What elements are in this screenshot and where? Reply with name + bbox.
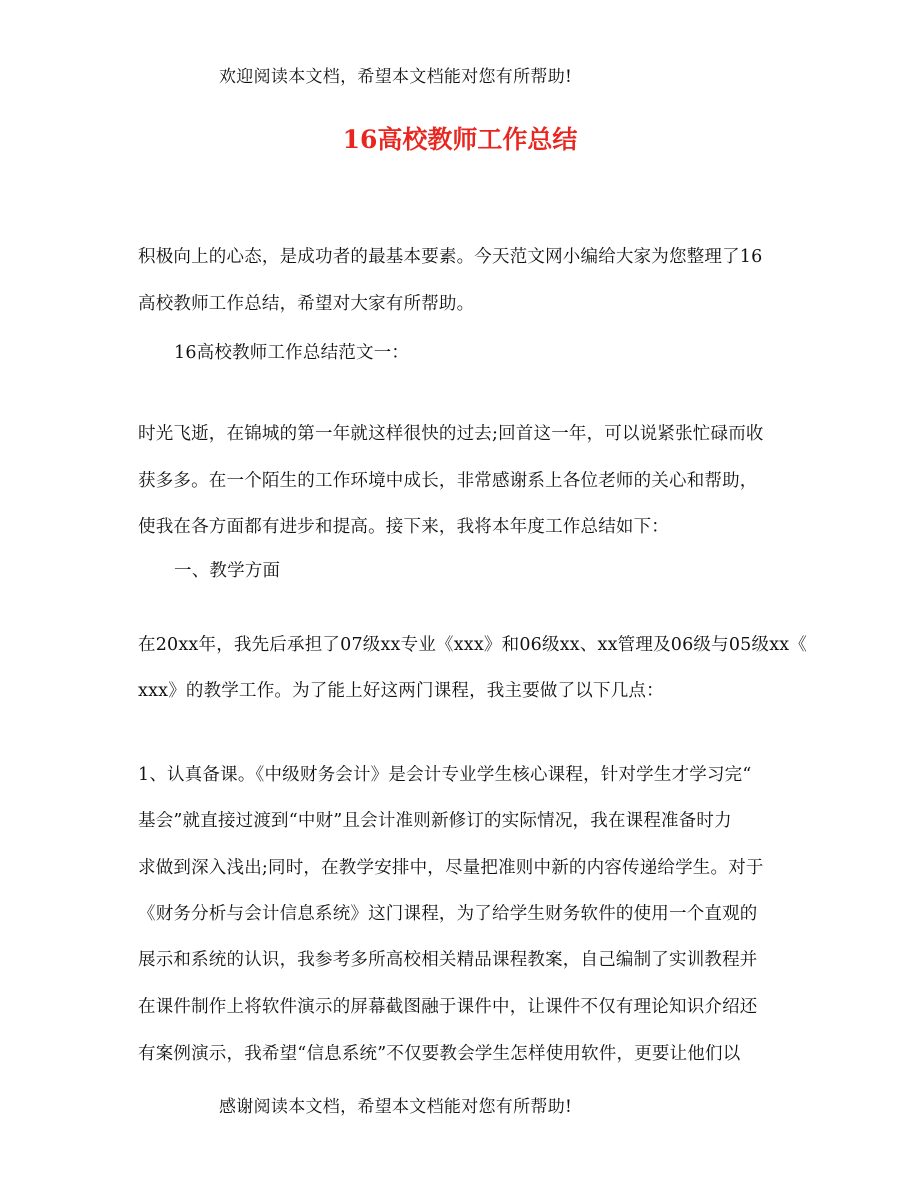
para2-line-1: 在20xx年，我先后承担了07级xx专业《xxx》和06级xx、xx管理及06级与05级xx《 bbox=[138, 635, 808, 655]
page-header: 欢迎阅读本文档，希望本文档能对您有所帮助! bbox=[219, 67, 573, 87]
para3-line-4: 《财务分析与会计信息系统》这门课程，为了给学生财务软件的使用一个直观的 bbox=[138, 904, 758, 924]
para3-line-5: 展示和系统的认识，我参考多所高校相关精品课程教案，自己编制了实训教程并 bbox=[138, 950, 758, 970]
sample-heading: 16高校教师工作总结范文一： bbox=[174, 343, 410, 363]
section1-heading: 一、教学方面 bbox=[174, 561, 281, 581]
page-footer: 感谢阅读本文档，希望本文档能对您有所帮助! bbox=[219, 1097, 573, 1117]
intro-line-1: 积极向上的心态，是成功者的最基本要素。今天范文网小编给大家为您整理了16 bbox=[138, 247, 763, 267]
para3-line-1: 1、认真备课。《中级财务会计》是会计专业学生核心课程，针对学生才学习完“ bbox=[138, 765, 752, 785]
para1-line-1: 时光飞逝，在锦城的第一年就这样很快的过去;回首这一年，可以说紧张忙碌而收 bbox=[138, 424, 764, 444]
para2-line-2: xxx》的教学工作。为了能上好这两门课程，我主要做了以下几点： bbox=[138, 681, 664, 701]
para3-line-3: 求做到深入浅出;同时，在教学安排中，尽量把准则中新的内容传递给学生。对于 bbox=[138, 858, 764, 878]
para3-line-2: 基会”就直接过渡到“中财”且会计准则新修订的实际情况，我在课程准备时力 bbox=[138, 811, 732, 831]
para3-line-7: 有案例演示，我希望“信息系统”不仅要教会学生怎样使用软件，更要让他们以 bbox=[138, 1044, 741, 1064]
document-title: 16高校教师工作总结 bbox=[342, 125, 578, 154]
para1-line-2: 获多多。在一个陌生的工作环境中成长，非常感谢系上各位老师的关心和帮助， bbox=[138, 471, 758, 491]
para1-line-3: 使我在各方面都有进步和提高。接下来，我将本年度工作总结如下： bbox=[138, 517, 669, 537]
para3-line-6: 在课件制作上将软件演示的屏幕截图融于课件中，让课件不仅有理论知识介绍还 bbox=[138, 997, 758, 1017]
intro-line-2: 高校教师工作总结，希望对大家有所帮助。 bbox=[138, 294, 475, 314]
